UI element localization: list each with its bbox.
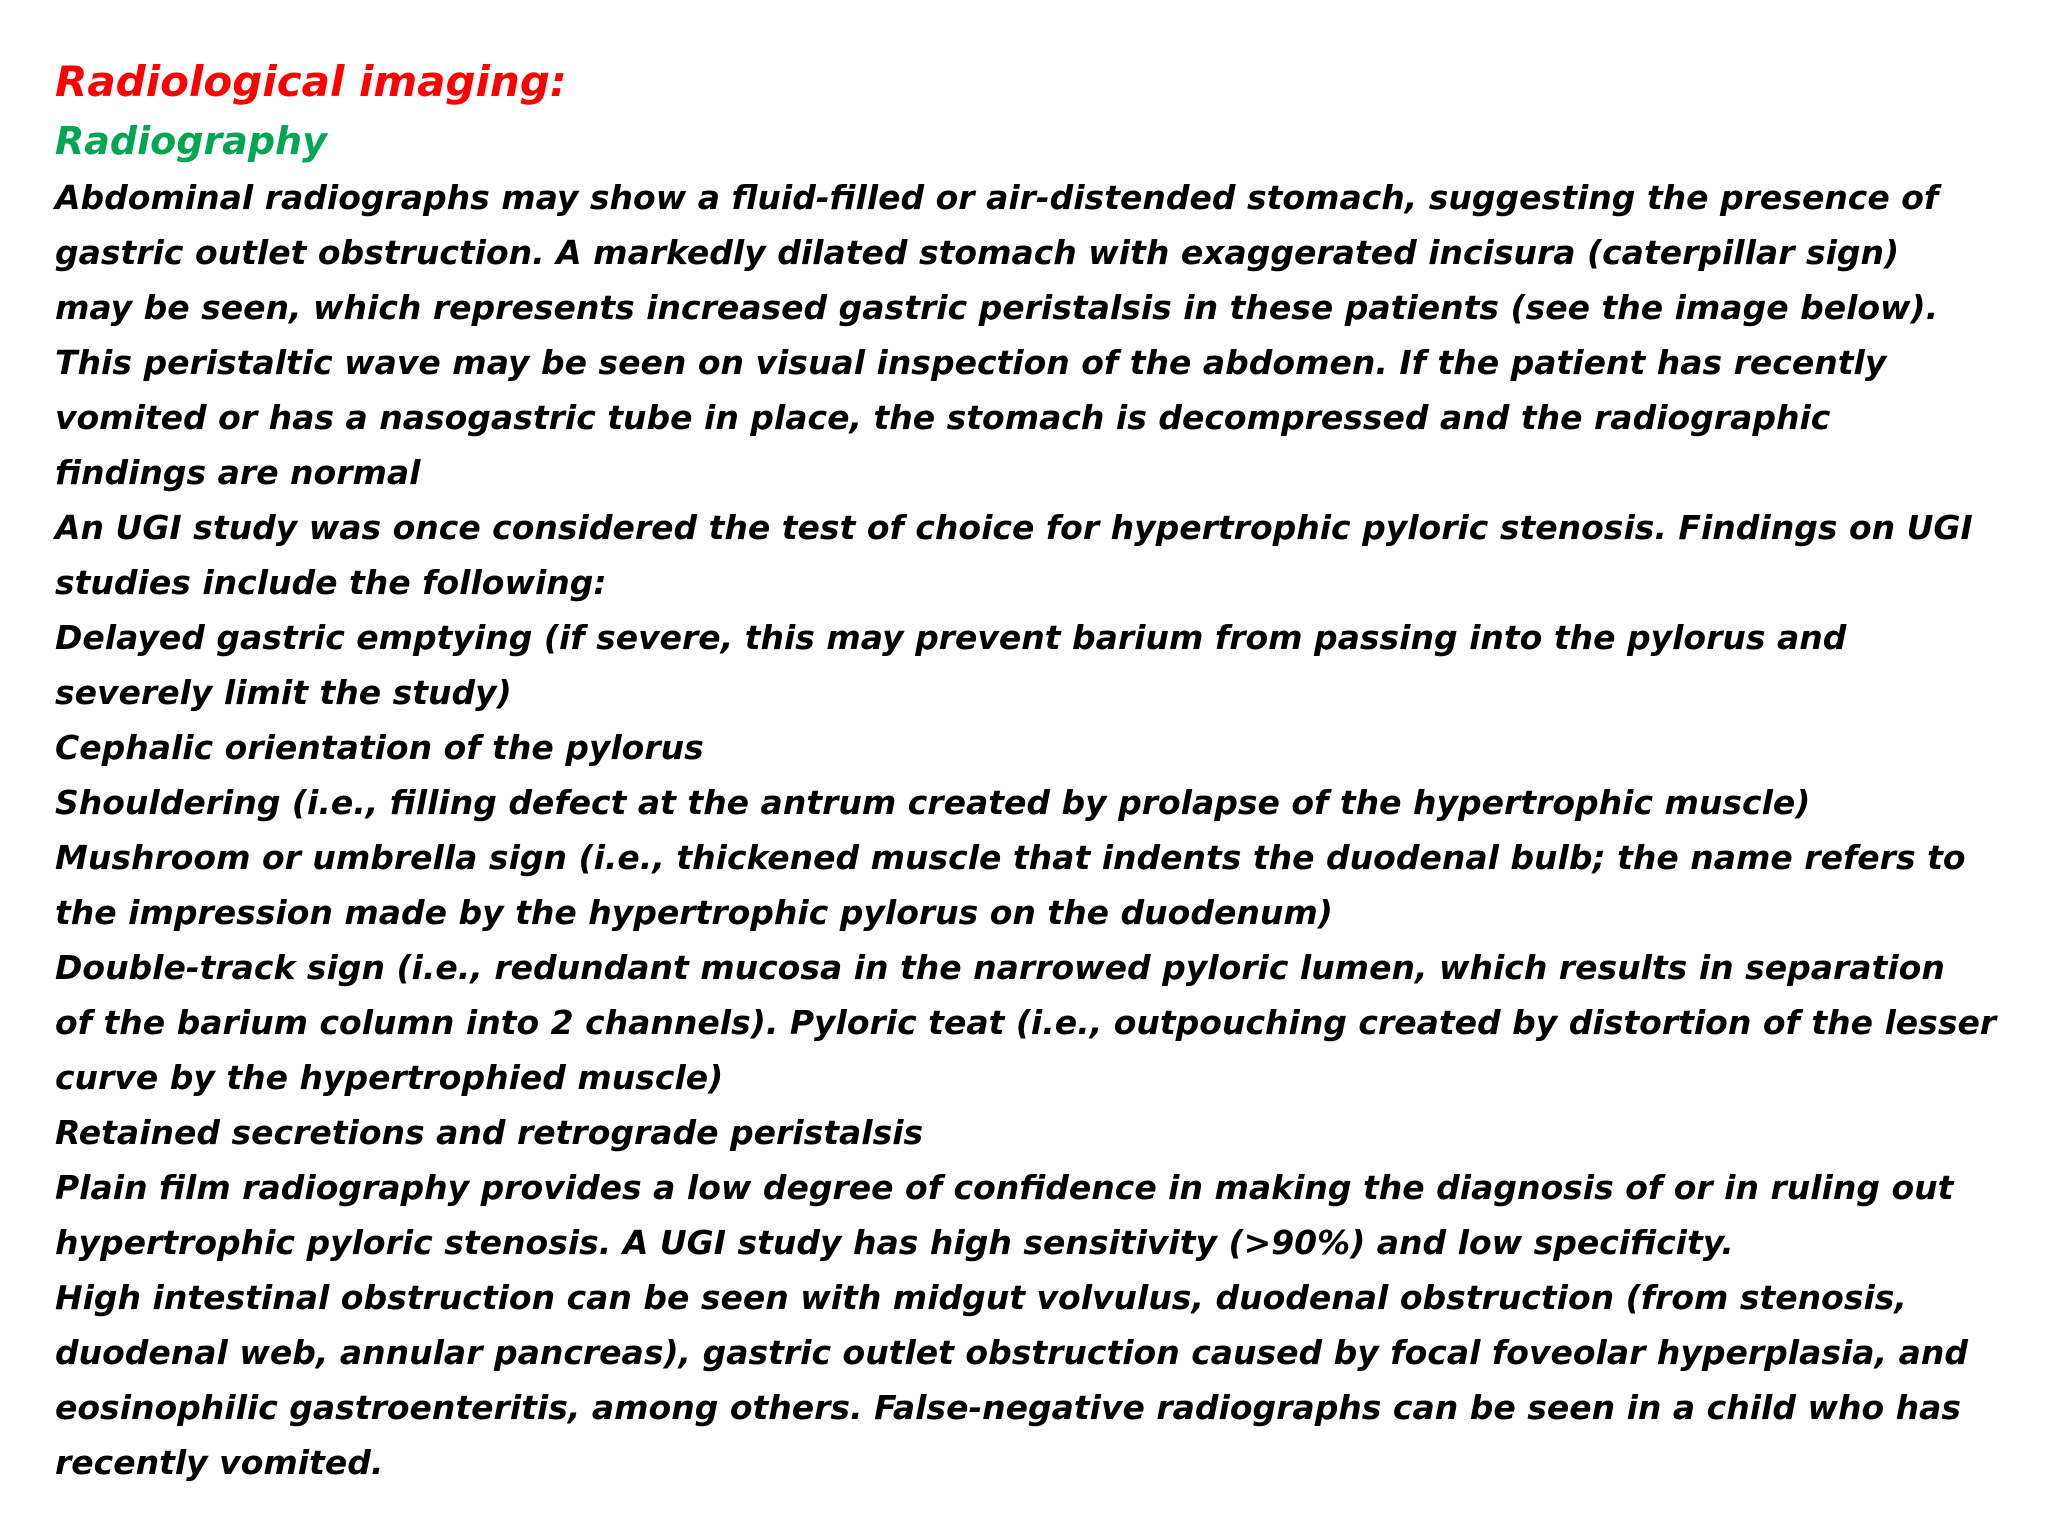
body-line: may be seen, which represents increased gastric peristalsis in these patients (see the image below). <box>55 288 1939 327</box>
body-line: Delayed gastric emptying (if severe, this may prevent barium from passing into the pylorus and <box>55 618 1847 657</box>
body-line: of the barium column into 2 channels). Pyloric teat (i.e., outpouching created by distortion of the lesser <box>55 1003 1997 1042</box>
body-line: High intestinal obstruction can be seen with midgut volvulus, duodenal obstruction (from stenosis, <box>55 1278 1907 1317</box>
body-line: gastric outlet obstruction. A markedly dilated stomach with exaggerated incisura (caterpillar sign) <box>55 233 1900 272</box>
body-line: This peristaltic wave may be seen on visual inspection of the abdomen. If the patient has recently <box>55 343 1887 382</box>
body-line: hypertrophic pyloric stenosis. A UGI study has high sensitivity (>90%) and low specificity. <box>55 1223 1734 1262</box>
slide-title: Radiological imaging: <box>55 57 567 106</box>
body-line: Shouldering (i.e., filling defect at the antrum created by prolapse of the hypertrophic muscle) <box>55 783 1811 822</box>
body-line: Plain film radiography provides a low degree of confidence in making the diagnosis of or in ruling out <box>55 1168 1954 1207</box>
body-line: An UGI study was once considered the test of choice for hypertrophic pyloric stenosis. Findings on UGI <box>55 508 1973 547</box>
body-line: eosinophilic gastroenteritis, among others. False-negative radiographs can be seen in a child who has <box>55 1388 1962 1427</box>
body-line: vomited or has a nasogastric tube in place, the stomach is decompressed and the radiographic <box>55 398 1831 437</box>
slide-content <box>55 52 2015 1490</box>
body-line: Retained secretions and retrograde peristalsis <box>55 1113 924 1152</box>
body-line: findings are normal <box>55 453 421 492</box>
section-heading-radiography: Radiography <box>55 119 327 163</box>
body-line: recently vomited. <box>55 1443 384 1482</box>
body-text <box>55 170 2015 1490</box>
body-line: curve by the hypertrophied muscle) <box>55 1058 724 1097</box>
body-line: Abdominal radiographs may show a fluid-filled or air-distended stomach, suggesting the presence of <box>55 178 1939 217</box>
body-line: Double-track sign (i.e., redundant mucosa in the narrowed pyloric lumen, which results in separation <box>55 948 1945 987</box>
body-line: the impression made by the hypertrophic pylorus on the duodenum) <box>55 893 1333 932</box>
body-line: studies include the following: <box>55 563 607 602</box>
body-line: Mushroom or umbrella sign (i.e., thickened muscle that indents the duodenal bulb; the name refers to <box>55 838 1966 877</box>
body-line: severely limit the study) <box>55 673 512 712</box>
body-line: Cephalic orientation of the pylorus <box>55 728 704 767</box>
body-line: duodenal web, annular pancreas), gastric outlet obstruction caused by focal foveolar hyperplasia, and <box>55 1333 1968 1372</box>
